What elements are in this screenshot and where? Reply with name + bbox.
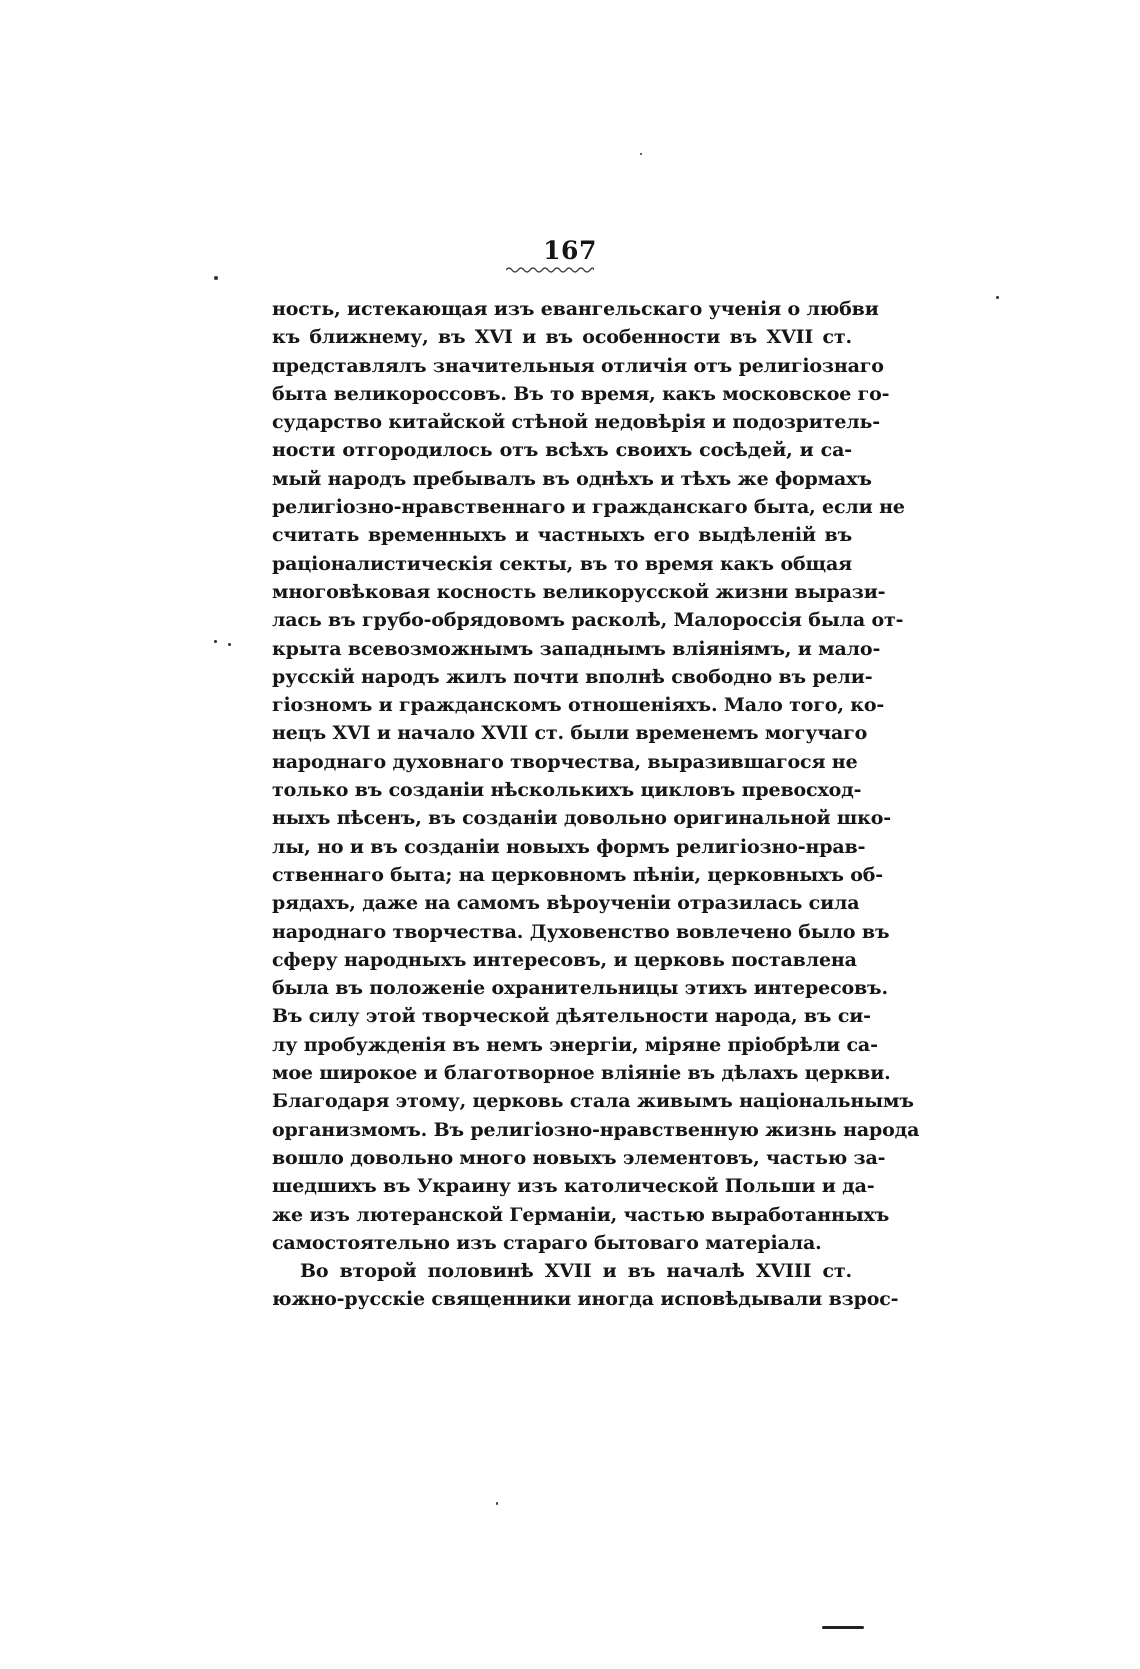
scan-speck: [996, 296, 999, 299]
text-line: организмомъ. Въ религіозно-нравственную жизнь народа: [272, 1118, 920, 1141]
text-line: представлялъ значительныя отличія отъ религіознаго: [272, 354, 884, 377]
scan-speck: [496, 1502, 498, 1505]
text-line: нецъ XVI и начало XVII ст. были временемъ могучаго: [272, 722, 868, 745]
text-line: ность, истекающая изъ евангельскаго ученія о любви: [272, 298, 879, 320]
body-text: [272, 295, 920, 1314]
text-line: лась въ грубо-обрядовомъ расколѣ, Малороссія была от-: [272, 609, 904, 632]
text-line: мый народъ пребывалъ въ однѣхъ и тѣхъ же формахъ: [272, 467, 872, 490]
scan-speck: [214, 276, 218, 280]
text-line: лы, но и въ созданіи новыхъ формъ религіозно-нрав-: [272, 835, 866, 858]
text-line: ности отгородилось отъ всѣхъ своихъ сосѣдей, и са-: [272, 439, 852, 462]
text-line: сферу народныхъ интересовъ, и церковь поставлена: [272, 948, 857, 971]
text-line: народнаго творчества. Духовенство вовлечено было въ: [272, 920, 890, 943]
text-line: религіозно-нравственнаго и гражданскаго быта, если не: [272, 496, 905, 519]
text-line: вошло довольно много новыхъ элементовъ, частью за-: [272, 1146, 886, 1169]
text-line: же изъ лютеранской Германіи, частью выработанныхъ: [272, 1203, 890, 1226]
page-edge-mark: [822, 1626, 864, 1629]
text-line: быта великороссовъ. Въ то время, какъ московское го-: [272, 382, 890, 405]
text-line: русскій народъ жилъ почти вполнѣ свободно въ рели-: [272, 665, 873, 688]
text-line: сударство китайской стѣной недовѣрія и подозритель-: [272, 411, 881, 434]
text-line-paragraph-start: Во второй половинѣ XVII и въ началѣ XVIII ст.: [300, 1260, 852, 1283]
text-line: многовѣковая косность великорусской жизни вырази-: [272, 580, 886, 603]
text-line: считать временныхъ и частныхъ его выдѣленій въ: [272, 524, 852, 547]
page-number-wavy-rule: [506, 266, 594, 274]
text-line: Въ силу этой творческой дѣятельности народа, въ си-: [272, 1005, 871, 1028]
text-line: мое широкое и благотворное вліяніе въ дѣлахъ церкви.: [272, 1062, 891, 1085]
scan-speck: [640, 153, 642, 155]
text-line: южно-русскіе священники иногда исповѣдывали взрос-: [272, 1288, 899, 1311]
text-line: народнаго духовнаго творчества, выразившагося не: [272, 750, 858, 773]
text-line: Благодаря этому, церковь стала живымъ національнымъ: [272, 1090, 914, 1113]
text-line: рядахъ, даже на самомъ вѣроученіи отразилась сила: [272, 892, 860, 915]
text-line: шедшихъ въ Украину изъ католической Польши и да-: [272, 1175, 875, 1198]
page-number: 167: [543, 236, 597, 265]
text-line: лу пробужденія въ немъ энергіи, міряне пріобрѣли са-: [272, 1033, 878, 1056]
text-line: ныхъ пѣсенъ, въ созданіи довольно оригинальной шко-: [272, 807, 891, 830]
text-line-paragraph-end: самостоятельно изъ стараго бытоваго матеріала.: [272, 1231, 822, 1254]
text-line: только въ созданіи нѣсколькихъ цикловъ превосход-: [272, 779, 862, 802]
text-line: была въ положеніе охранительницы этихъ интересовъ.: [272, 977, 888, 1000]
text-line: ственнаго быта; на церковномъ пѣніи, церковныхъ об-: [272, 863, 884, 886]
text-line: гіозномъ и гражданскомъ отношеніяхъ. Мало того, ко-: [272, 694, 885, 717]
scan-speck: [228, 643, 231, 646]
text-line: раціоналистическія секты, въ то время какъ общая: [272, 552, 852, 575]
text-line: крыта всевозможнымъ западнымъ вліяніямъ, и мало-: [272, 637, 881, 660]
text-line: къ ближнему, въ XVI и въ особенности въ XVII ст.: [272, 326, 852, 349]
scan-speck: [214, 640, 217, 643]
